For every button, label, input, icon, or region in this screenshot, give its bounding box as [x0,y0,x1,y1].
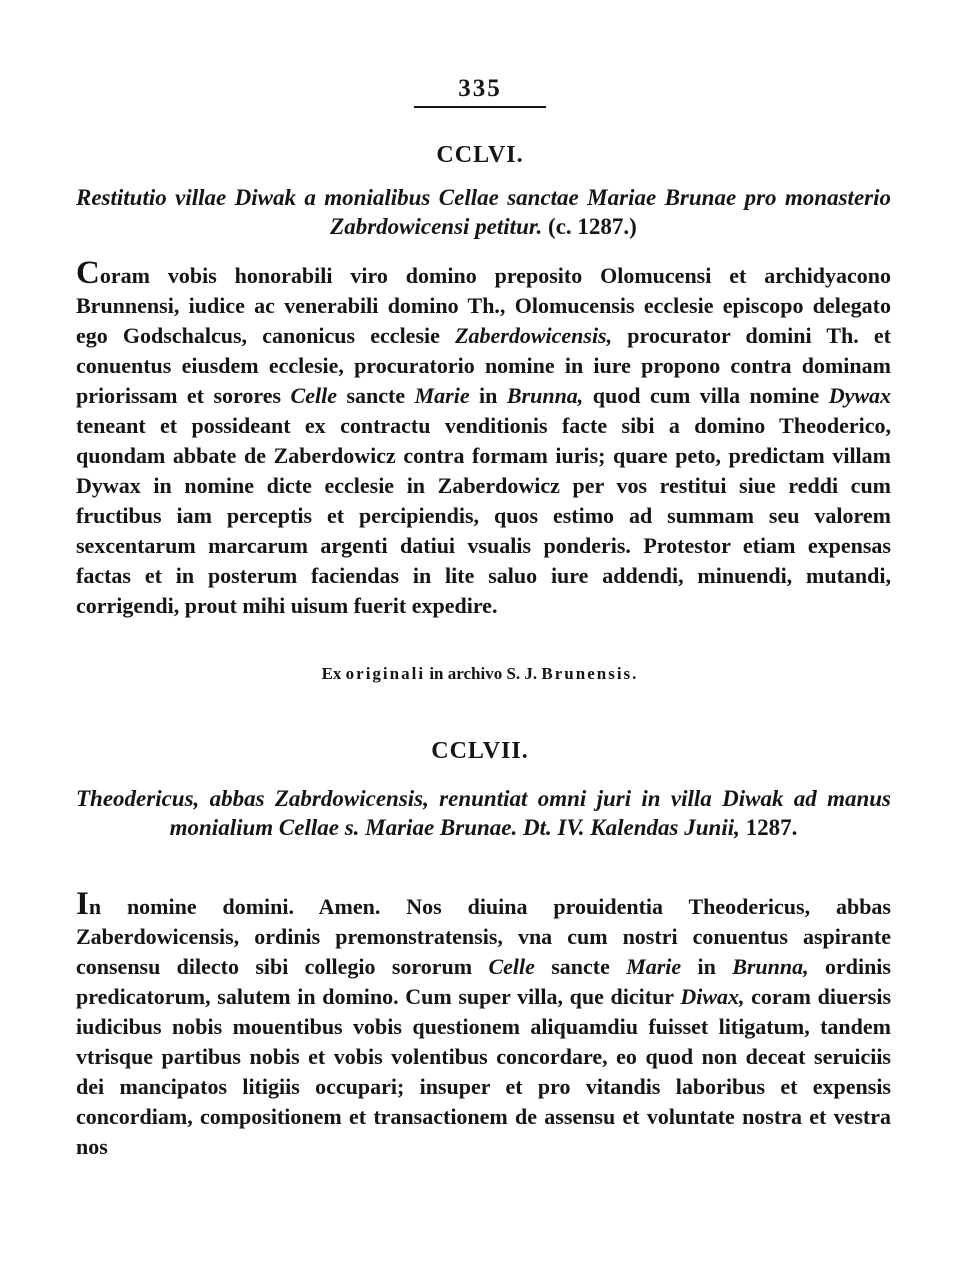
body-text: sancte [534,954,627,979]
doc-title-256 [76,183,891,241]
doc-number-257: CCLVII. [431,738,529,764]
page-number: 335 [414,74,546,108]
doc-number-256: CCLVI. [436,142,524,168]
body-italic: Brunna, [732,954,809,979]
body-text: n nomine domini. Amen. Nos diuina prouidentia Theodericus, abbas Zaberdowicensis, ordinis premonstratensis, vna cum nostri conuentus aspirante consensu dilecto sibi collegio sororum [76,894,891,979]
body-italic: Zaberdowicensis, [455,323,613,348]
body-text: oram vobis honorabili viro domino preposito Olomucensi et archidyacono Brunnensi, iudice ac venerabili domino Th., Olomucensis ecclesie episcopo delegato ego Godschalcus, canonicus ecclesie [76,263,891,348]
initial-letter: I [76,886,89,922]
body-text: coram diuersis iudicibus nobis mouentibus vobis questionem aliquamdiu fuisset litigatum, tandem vtrisque partibus nobis et vobis volentibus concordare, eo quod non deceat seruiciis dei mancipatos litigiis occupari; insuper et pro vitandis laboribus et expensis concordiam, compositionem et transactionem de assensu et voluntate nostra et vestra nos [76,984,891,1159]
source-note [0,664,960,684]
body-text: ordinis predicatorum, salutem in domino. Cum super villa, que dicitur [76,954,891,1009]
body-italic: Celle [290,383,337,408]
body-italic: Celle [488,954,535,979]
page-number-wrap [0,74,960,108]
body-text: in [681,954,733,979]
body-text: teneant et possideant ex contractu venditionis facte sibi a domino Theoderico, quondam abbate de Zaberdowicz contra formam iuris; quare peto, predictam villam Dywax in nomine dicte ecclesie in Zaberdowicz per vos restitui siue reddi cum fructibus iam perceptis et percipiendis, quos estimo ad summam seu valorem sexcentarum marcarum argenti datiui vsualis ponderis. Protestor etiam expensas factas et in posterum faciendas in lite saluo iure addendi, minuendi, mutandi, corrigendi, prout mihi uisum fuerit expedire. [76,413,891,618]
doc-date: 1287. [745,815,798,840]
body-text: quod cum villa nomine [583,383,829,408]
body-text: procurator domini Th. et conuentus eiusdem ecclesie, procuratorio nomine in iure propono contra dominam priorissam et sorores [76,323,891,408]
body-italic: Marie [626,954,682,979]
doc-title-date-text: Dt. IV. Kalendas Junii, [522,815,740,840]
doc-date: (c. 1287.) [548,214,637,239]
doc-body-256 [76,255,892,621]
doc-title-text: Restitutio villae Diwak a monialibus Cellae sanctae Mariae Brunae pro monasterio Zabrdowicensi petitur. [76,185,891,239]
body-text: in [469,383,507,408]
body-text: sancte [336,383,415,408]
doc-title-257 [76,784,891,842]
body-italic: Marie [414,383,470,408]
doc-body-257 [76,886,891,1162]
source-word: Brunensis. [541,664,639,683]
initial-letter: C [76,255,100,291]
source-word: Ex [321,664,342,683]
source-word: in archivo [429,664,503,683]
doc-title-text: Theodericus, abbas Zabrdowicensis, renuntiat omni juri in villa Diwak ad manus monialium Cellae s. Mariae Brunae. [76,786,891,840]
source-word: originali [345,664,426,683]
body-italic: Brunna, [506,383,584,408]
body-italic: Diwax, [680,984,745,1009]
body-italic: Dywax [828,383,892,408]
source-word: S. J. [506,664,538,683]
